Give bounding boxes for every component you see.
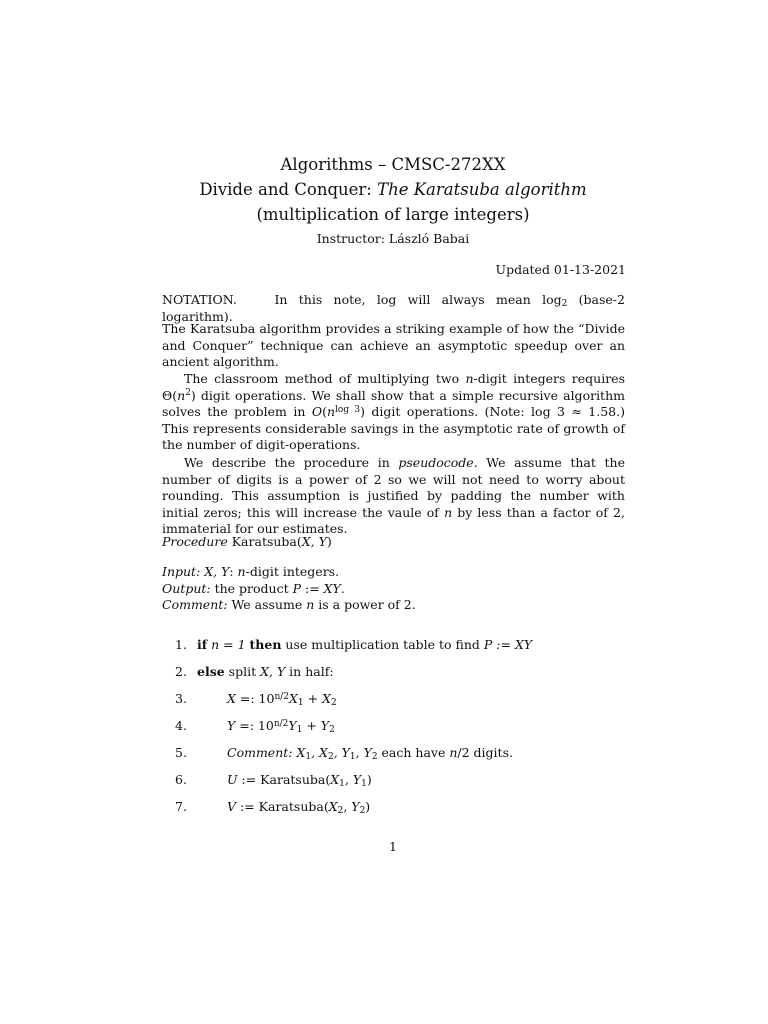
step-plus: +: [303, 691, 323, 706]
step-sub2: 2: [330, 698, 337, 709]
step-eq: =: 10: [235, 691, 275, 706]
step-3: [175, 691, 595, 718]
title-line-2-italic: The Karatsuba algorithm: [377, 180, 587, 199]
step-tail: in half:: [285, 664, 334, 679]
step-tail: each have: [377, 745, 450, 760]
output-label: Output:: [162, 580, 211, 596]
step-vars: , Y: [355, 745, 372, 760]
step-5: [175, 745, 595, 772]
notation-sub: 2: [561, 299, 568, 310]
step-sub1: 1: [297, 698, 304, 709]
step-close: ): [365, 799, 371, 814]
procedure-args: X, Y: [301, 534, 327, 549]
output-xy: XY: [323, 580, 341, 596]
step-plus: +: [302, 718, 321, 733]
keyword-then: then: [249, 637, 282, 652]
output-end: .: [340, 580, 345, 596]
comment-rest: is a power of 2.: [314, 597, 416, 612]
comment-n: n: [306, 597, 315, 612]
step-sup: n/2: [274, 691, 290, 702]
p2-pseudocode: pseudocode: [398, 455, 474, 470]
output-text: the product: [210, 580, 293, 596]
step-lhs: X: [227, 691, 236, 706]
step-content: [227, 745, 513, 761]
step-content: [227, 772, 372, 788]
step-term2: X: [322, 691, 331, 706]
p2-c: by less than a factor of 2, immaterial for our estimates.: [162, 504, 625, 536]
step-sb: 1: [361, 779, 367, 790]
step-number: 1.: [175, 637, 187, 652]
step-content: [227, 799, 370, 815]
step-comma: ,: [344, 772, 353, 787]
step-text: use multiplication table to find: [281, 637, 484, 652]
comment-line: [162, 597, 625, 614]
step-math: P := XY: [483, 637, 533, 652]
step-b: Y: [352, 772, 362, 787]
step-number: 7.: [175, 799, 187, 814]
notation-text-after: (base-2 logarithm).: [162, 292, 625, 324]
p2-b: . We assume that the number of digits is a power of 2 so we will not need to worry about rounding. This assumption is justified by padding the number with initial zeros; this will increase the vaule of: [162, 455, 625, 520]
step-content: [227, 718, 335, 734]
input-line: [162, 564, 625, 581]
step-sub: 2: [327, 752, 334, 763]
notation-text: In this note, log will always mean log: [274, 292, 562, 307]
title-line-3: (multiplication of large integers): [256, 205, 530, 224]
page-number: 1: [389, 839, 397, 854]
procedure-name: Karatsuba(: [227, 534, 302, 549]
comment-label: Comment:: [162, 597, 228, 612]
step-sub: 1: [349, 752, 356, 763]
step-term1: Y: [288, 718, 297, 733]
step-number: 4.: [175, 718, 187, 733]
step-sa: 1: [339, 779, 345, 790]
output-assign: :=: [301, 580, 324, 596]
step-number: 2.: [175, 664, 187, 679]
step-vars: , Y: [333, 745, 350, 760]
notation-label: NOTATION.: [162, 292, 237, 307]
output-line: [162, 581, 625, 598]
p1-nlog: n: [326, 404, 336, 419]
step-lhs: V: [227, 799, 237, 814]
document-title: [0, 152, 768, 227]
p1-n2: n: [177, 387, 186, 403]
step-number: 3.: [175, 691, 187, 706]
procedure-heading: [162, 534, 625, 551]
p1-O: O: [311, 404, 323, 419]
p1-n: n: [465, 371, 474, 386]
step-condition: n = 1: [207, 637, 250, 652]
p1-sup2: 2: [185, 388, 191, 399]
classroom-paragraph: [162, 371, 625, 454]
keyword-if: if: [197, 637, 208, 652]
procedure-io: [162, 564, 625, 614]
step-number: 5.: [175, 745, 187, 760]
step-lhs: U: [227, 772, 238, 787]
intro-paragraph: The Karatsuba algorithm provides a striking example of how the “Divide and Conquer” technique can achieve an asymptotic speedup over an ancient algorithm.: [162, 321, 625, 369]
step-6: [175, 772, 595, 799]
step-assign: := Karatsuba(: [237, 772, 331, 787]
step-assign: := Karatsuba(: [236, 799, 329, 814]
comment-text: We assume: [227, 597, 307, 612]
input-text: :: [229, 564, 238, 579]
step-7: [175, 799, 595, 826]
p1-c: ) digit operations. We shall show that a simple recursive algorithm solves the problem in: [162, 387, 625, 419]
title-line-2-prefix: Divide and Conquer:: [199, 180, 378, 199]
step-sub: 1: [305, 752, 312, 763]
step-sub1: 1: [296, 725, 303, 736]
step-number: 6.: [175, 772, 187, 787]
input-rest: -digit integers.: [245, 564, 340, 579]
output-math: P: [292, 580, 302, 596]
step-comma: ,: [343, 799, 352, 814]
step-vars: X, Y: [260, 664, 286, 679]
title-line-2: [0, 177, 768, 202]
p2-a: We describe the procedure in: [184, 455, 399, 470]
step-sub2: 2: [329, 725, 335, 736]
step-comment-label: Comment:: [227, 745, 293, 760]
step-4: [175, 718, 595, 745]
step-a: X: [330, 772, 340, 787]
p1-a: The classroom method of multiplying two: [184, 371, 466, 386]
step-sub: 2: [371, 752, 378, 763]
p2-n: n: [444, 504, 453, 520]
p1-sup-log: log 3: [335, 404, 361, 415]
step-vars: X: [292, 745, 306, 760]
p1-d: ) digit operations. (Note: log 3 ≈ 1.58.) This represents considerable savings in the asymptotic rate of growth of the number of digit-operations.: [162, 404, 625, 452]
procedure-close: ): [326, 534, 332, 549]
step-text: split: [224, 664, 261, 679]
instructor: Instructor: László Babai: [316, 231, 470, 246]
input-label: Input:: [162, 564, 201, 579]
pseudocode-steps: [175, 637, 595, 826]
procedure-label: Procedure: [162, 534, 228, 549]
step-sb: 2: [359, 806, 366, 817]
step-eq: =: 10: [235, 718, 274, 733]
step-a: X: [328, 799, 338, 814]
step-tail2: /2 digits.: [457, 745, 513, 760]
step-1: [175, 637, 595, 664]
p1-paren: (: [322, 404, 327, 419]
input-vars: X, Y: [200, 564, 230, 579]
step-lhs: Y: [227, 718, 236, 733]
step-n: n: [449, 745, 458, 760]
pseudocode-paragraph: [162, 455, 625, 538]
step-content: [197, 664, 334, 680]
step-b: Y: [351, 799, 360, 814]
step-sa: 2: [337, 806, 344, 817]
input-n: n: [237, 564, 246, 579]
step-sup: n/2: [273, 718, 289, 729]
step-term1: X: [289, 691, 298, 706]
keyword-else: else: [197, 664, 225, 679]
step-2: [175, 664, 595, 691]
step-close: ): [366, 772, 372, 787]
step-content: [227, 691, 337, 707]
step-term2: Y: [320, 718, 330, 733]
updated-date: Updated 01-13-2021: [495, 262, 626, 277]
step-content: [197, 637, 532, 653]
p1-b: -digit integers requires Θ(: [162, 371, 625, 403]
step-vars: , X: [311, 745, 328, 760]
title-line-1: Algorithms – CMSC-272XX: [280, 155, 506, 174]
